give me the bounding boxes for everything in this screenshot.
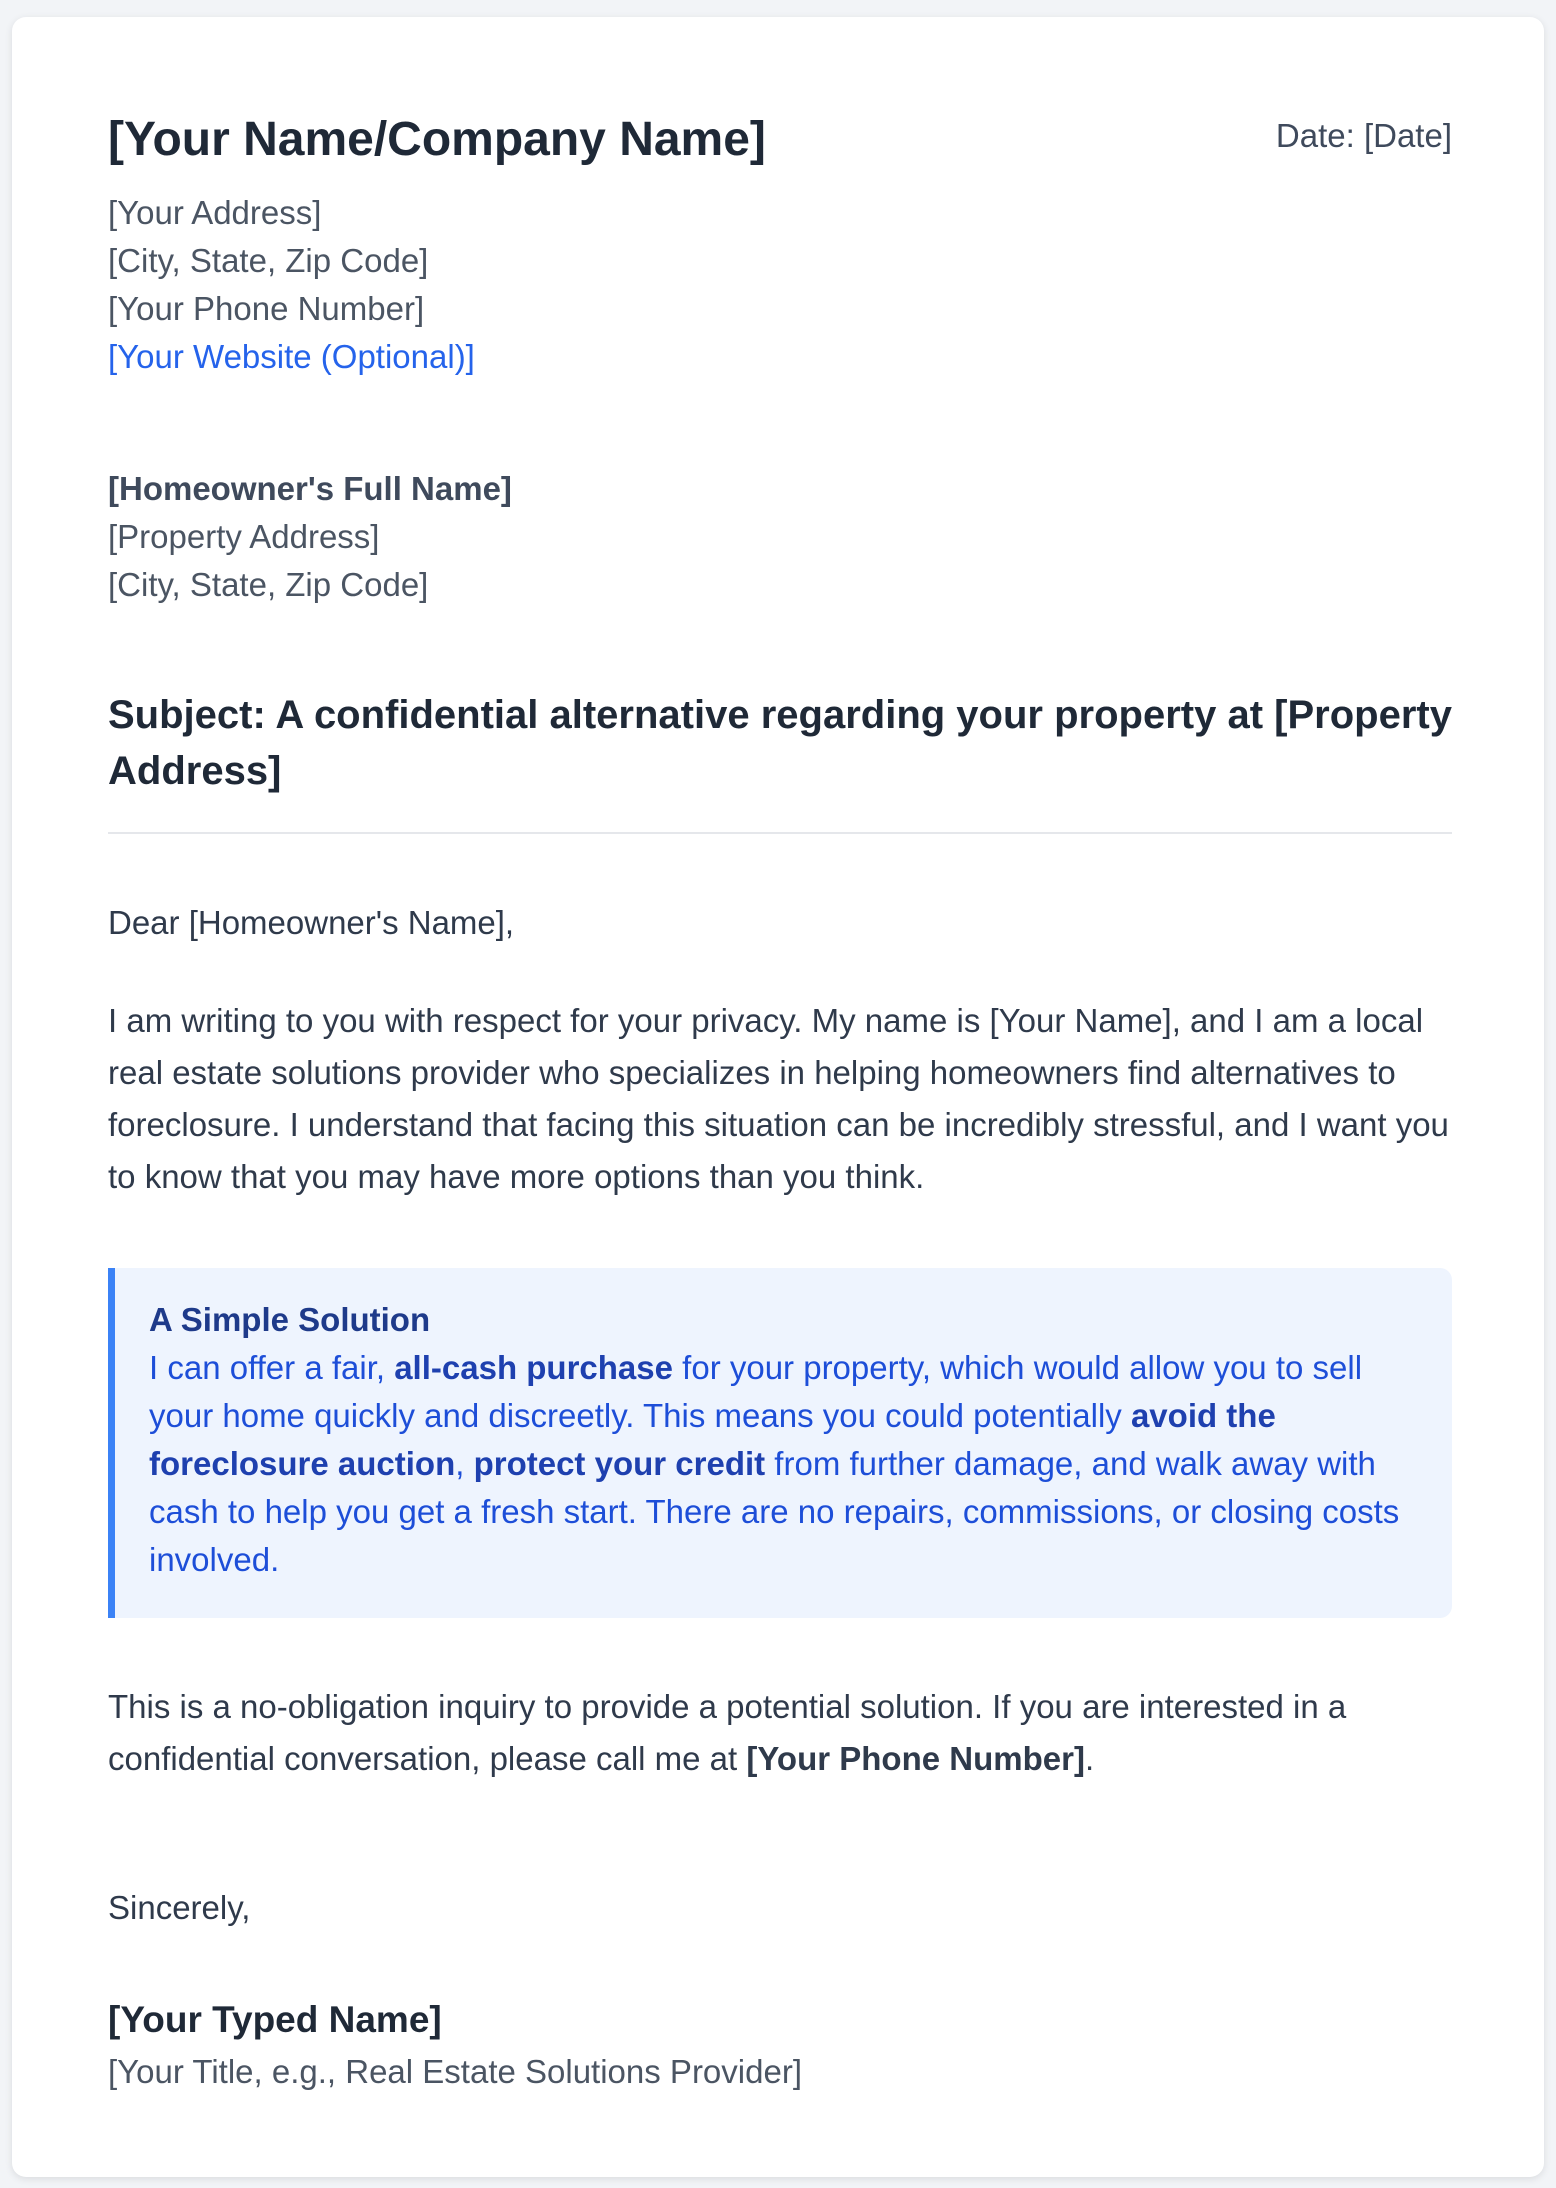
callout-text-2: for your property, which would allow you to sell your home quickly and discreetly. This means you could potentially [149,1349,1363,1434]
callout-bold-all-cash: all-cash purchase [394,1349,673,1386]
closing-paragraph [108,1681,1452,1785]
greeting: Dear [Homeowner's Name], [108,904,515,941]
sender-address: [Your Address] [108,194,322,231]
letter-subject: Subject: A confidential alternative regarding your property at [Property Address] [108,693,1452,793]
callout-title: A Simple Solution [149,1301,431,1338]
sender-website-link[interactable]: [Your Website (Optional)] [108,338,475,375]
recipient-property-address: [Property Address] [108,518,380,555]
recipient-address-block [108,465,512,609]
signature-title: [Your Title, e.g., Real Estate Solutions Provider] [108,2053,802,2090]
letter-date: Date: [Date] [1275,117,1452,154]
callout-bold-protect-credit: protect your credit [473,1445,766,1482]
closing-end: . [1084,1740,1095,1777]
callout-bold-avoid-foreclosure: avoid the foreclosure auction [149,1397,1276,1482]
recipient-city-state-zip: [City, State, Zip Code] [108,566,429,603]
recipient-name: [Homeowner's Full Name] [108,470,512,507]
closing-text: This is a no-obligation inquiry to provide a potential solution. If you are interested in a confidential conversation, please call me at [108,1688,1347,1777]
intro-paragraph: I am writing to you with respect for your privacy. My name is [Your Name], and I am a local real estate solutions provider who specializes in helping homeowners find alternatives to foreclosure. I understand that facing this situation can be incredibly stressful, and I want you to know that you may have more options than you think. [108,1002,1449,1195]
callout-text-1: I can offer a fair, [149,1349,395,1386]
sender-name: [Your Name/Company Name] [108,113,766,166]
closing-phone: [Your Phone Number] [746,1740,1085,1777]
signoff: Sincerely, [108,1889,251,1926]
sender-address-block [108,189,475,381]
callout-text [149,1344,1418,1584]
sender-city-state-zip: [City, State, Zip Code] [108,242,429,279]
solution-callout [108,1268,1452,1618]
letter-page [12,17,1544,2177]
callout-text-4: from further damage, and walk away with cash to help you get a fresh start. There are no repairs, commissions, or closing costs involved. [149,1445,1400,1578]
callout-text-3: , [455,1445,474,1482]
sender-phone: [Your Phone Number] [108,290,425,327]
signature-typed-name: [Your Typed Name] [108,1999,442,2040]
subject-divider [108,832,1452,834]
